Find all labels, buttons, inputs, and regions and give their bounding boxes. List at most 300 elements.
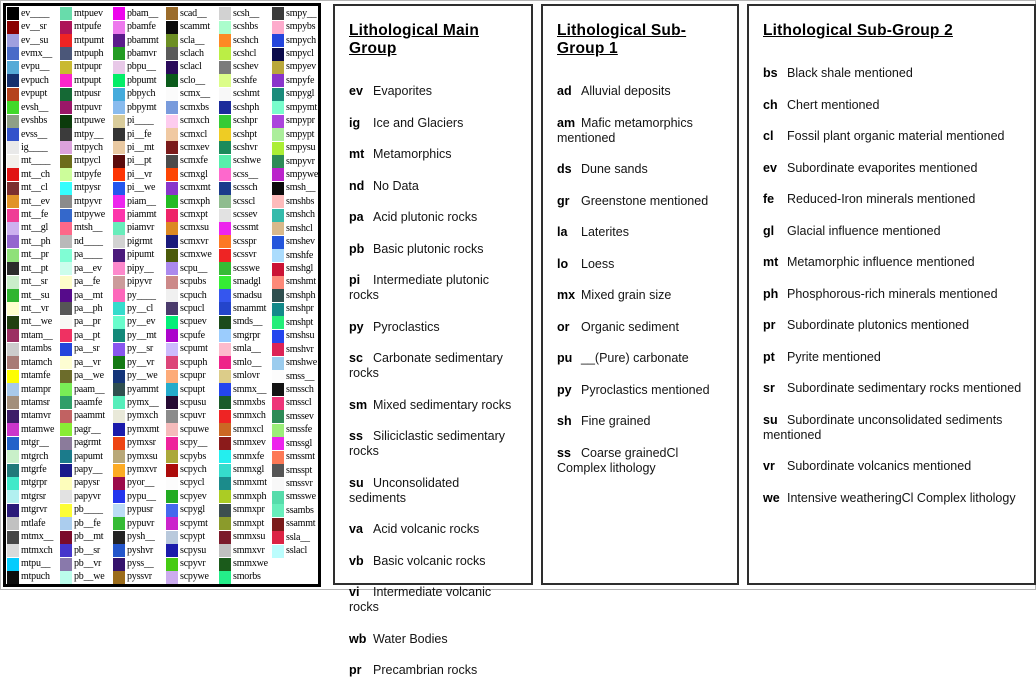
legend-entry bbox=[219, 302, 272, 315]
legend-code: smlo__ bbox=[233, 356, 262, 368]
legend-entry bbox=[272, 115, 325, 128]
legend-entry bbox=[272, 289, 325, 302]
color-swatch bbox=[272, 74, 284, 87]
legend-code: mt__sr bbox=[21, 276, 48, 288]
legend-item bbox=[557, 225, 725, 240]
legend-code: mtamwe bbox=[21, 423, 55, 435]
color-swatch bbox=[60, 477, 72, 490]
legend-code: smmxch bbox=[233, 410, 266, 422]
legend-entry bbox=[166, 369, 219, 382]
legend-code: scshmt bbox=[233, 88, 260, 100]
color-swatch bbox=[272, 155, 284, 168]
legend-code: mt__vr bbox=[21, 302, 49, 314]
legend-entry bbox=[113, 316, 166, 329]
legend-entry bbox=[219, 517, 272, 530]
legend-entry bbox=[113, 155, 166, 168]
color-swatch bbox=[219, 34, 231, 47]
color-swatch bbox=[113, 437, 125, 450]
legend-code: smssfe bbox=[286, 424, 313, 436]
item-code: ch bbox=[763, 97, 778, 112]
legend-entry bbox=[113, 101, 166, 114]
color-swatch bbox=[272, 195, 284, 208]
legend-entry bbox=[113, 463, 166, 476]
legend-code: scpupt bbox=[180, 383, 205, 395]
item-label: Fine grained bbox=[581, 414, 651, 428]
legend-entry bbox=[60, 195, 113, 208]
legend-code: mtpuev bbox=[74, 7, 103, 19]
legend-item bbox=[349, 554, 519, 569]
item-label: Pyrite mentioned bbox=[787, 349, 881, 364]
item-label: Pyroclastics bbox=[373, 319, 440, 334]
legend-entry bbox=[113, 517, 166, 530]
legend-code: pymxvr bbox=[127, 464, 157, 476]
legend-code: scpyvr bbox=[180, 558, 206, 569]
legend-code: pa__fe bbox=[74, 276, 101, 288]
color-swatch bbox=[166, 115, 178, 128]
legend-entry bbox=[219, 141, 272, 154]
legend-entry bbox=[113, 114, 166, 127]
legend-code: mtpy__ bbox=[74, 128, 104, 140]
item-code: vr bbox=[763, 459, 775, 473]
legend-code: smshpt bbox=[286, 316, 314, 328]
item-code: pr bbox=[349, 663, 362, 677]
color-swatch bbox=[272, 316, 284, 329]
item-code: fe bbox=[763, 192, 775, 206]
color-swatch bbox=[272, 21, 284, 34]
color-swatch bbox=[113, 423, 125, 436]
legend-entry bbox=[7, 249, 60, 262]
legend-entry bbox=[60, 356, 113, 369]
item-label: Greenstone mentioned bbox=[581, 193, 709, 208]
legend-entry bbox=[166, 235, 219, 248]
legend-code: pa__ph bbox=[74, 302, 103, 314]
legend-code: pbpych bbox=[127, 88, 156, 100]
legend-entry bbox=[7, 463, 60, 476]
item-label: Water Bodies bbox=[373, 631, 448, 646]
item-label: Acid volcanic rocks bbox=[373, 522, 480, 536]
legend-code: scshfe bbox=[233, 74, 257, 86]
legend-code: pymxmt bbox=[127, 423, 160, 435]
legend-item bbox=[557, 320, 725, 335]
legend-code: scmxvr bbox=[180, 235, 209, 247]
legend-code: sclacl bbox=[180, 61, 202, 73]
legend-code: scpuev bbox=[180, 316, 207, 328]
legend-code: smpypr bbox=[286, 115, 315, 127]
legend-entry bbox=[60, 155, 113, 168]
color-swatch bbox=[7, 74, 19, 87]
legend-entry bbox=[7, 222, 60, 235]
color-swatch bbox=[60, 249, 72, 262]
legend-entry bbox=[60, 437, 113, 450]
legend-entry bbox=[60, 275, 113, 288]
color-swatch bbox=[219, 517, 231, 530]
legend-entry bbox=[60, 61, 113, 74]
legend-code: smshfe bbox=[286, 249, 314, 261]
color-swatch bbox=[60, 235, 72, 248]
item-code: wb bbox=[349, 631, 367, 646]
legend-item bbox=[349, 522, 519, 537]
item-code: py bbox=[349, 319, 364, 334]
legend-item bbox=[763, 413, 1022, 443]
color-swatch bbox=[60, 316, 72, 329]
legend-code: pa__pr bbox=[74, 316, 101, 328]
color-swatch bbox=[113, 410, 125, 423]
legend-entry bbox=[219, 504, 272, 517]
legend-entry bbox=[166, 383, 219, 396]
legend-code: scpywe bbox=[180, 571, 209, 583]
legend-entry bbox=[166, 423, 219, 436]
legend-entry bbox=[219, 195, 272, 208]
item-label: Unconsolidated sediments bbox=[349, 475, 460, 505]
legend-code: scmxbs bbox=[180, 101, 209, 113]
legend-entry bbox=[219, 34, 272, 47]
legend-code: smss__ bbox=[286, 370, 315, 382]
legend-code: mtpusr bbox=[74, 88, 101, 100]
legend-code: piamvr bbox=[127, 222, 155, 234]
legend-entry bbox=[272, 383, 325, 396]
legend-entry bbox=[113, 490, 166, 503]
legend-item bbox=[557, 446, 725, 476]
legend-entry bbox=[166, 437, 219, 450]
legend-code: smsscl bbox=[286, 397, 312, 409]
color-swatch bbox=[272, 357, 284, 370]
item-code: pb bbox=[349, 241, 365, 256]
color-swatch bbox=[166, 155, 178, 168]
color-swatch bbox=[219, 437, 231, 450]
color-swatch bbox=[219, 383, 231, 396]
legend-entry bbox=[60, 262, 113, 275]
legend-code: smmxgl bbox=[233, 464, 265, 476]
legend-code: py__ev bbox=[127, 316, 156, 328]
legend-code: mt__su bbox=[21, 289, 50, 301]
legend-code: scpypt bbox=[180, 531, 205, 543]
color-swatch bbox=[60, 450, 72, 463]
legend-code: scammt bbox=[180, 21, 210, 33]
color-swatch bbox=[166, 289, 178, 302]
legend-code: smpyfe bbox=[286, 74, 315, 86]
legend-code: scshwe bbox=[233, 155, 261, 167]
legend-entry bbox=[7, 208, 60, 221]
legend-code: smadsu bbox=[233, 289, 262, 301]
legend-code: smmxbs bbox=[233, 396, 266, 408]
legend-code: scla__ bbox=[180, 34, 205, 46]
color-swatch bbox=[7, 423, 19, 436]
color-swatch bbox=[272, 478, 284, 491]
color-swatch bbox=[7, 477, 19, 490]
main-group-panel bbox=[333, 4, 533, 677]
color-swatch bbox=[272, 115, 284, 128]
legend-entry bbox=[166, 34, 219, 47]
legend-item bbox=[557, 351, 725, 366]
legend-entry bbox=[166, 88, 219, 101]
color-swatch bbox=[113, 7, 125, 20]
color-swatch bbox=[60, 343, 72, 356]
legend-entry bbox=[219, 222, 272, 235]
legend-entry bbox=[113, 47, 166, 60]
legend-entry bbox=[113, 356, 166, 369]
color-swatch bbox=[113, 168, 125, 181]
legend-code: py__sr bbox=[127, 343, 154, 355]
color-swatch bbox=[272, 7, 284, 20]
legend-code: pi__pt bbox=[127, 155, 152, 167]
color-swatch bbox=[7, 249, 19, 262]
legend-item bbox=[557, 194, 725, 209]
legend-entry bbox=[7, 74, 60, 87]
legend-code: py__cl bbox=[127, 302, 154, 314]
color-swatch bbox=[113, 195, 125, 208]
legend-code: smgrpr bbox=[233, 329, 261, 341]
legend-code: scpupr bbox=[180, 370, 206, 382]
color-swatch bbox=[113, 182, 125, 195]
legend-code: mtmxch bbox=[21, 544, 53, 556]
item-label: Subordinate plutonics mentioned bbox=[787, 318, 970, 332]
legend-entry bbox=[60, 181, 113, 194]
legend-code: pb____ bbox=[74, 504, 103, 516]
item-label: Precambrian rocks bbox=[373, 663, 478, 677]
legend-entry bbox=[113, 369, 166, 382]
legend-entry bbox=[272, 235, 325, 248]
legend-entry bbox=[7, 7, 60, 20]
legend-entry bbox=[272, 518, 325, 531]
legend-code: mt__ch bbox=[21, 168, 50, 180]
color-swatch bbox=[7, 61, 19, 74]
legend-entry bbox=[219, 571, 272, 584]
legend-entry bbox=[219, 208, 272, 221]
legend-code: smpybs bbox=[286, 21, 316, 33]
item-label: Subordinate unconsolidated sediments mentioned bbox=[763, 412, 1003, 442]
legend-code: papysr bbox=[74, 477, 100, 489]
item-label: Organic sediment bbox=[581, 319, 679, 334]
legend-entry bbox=[272, 491, 325, 504]
item-code: ph bbox=[763, 286, 779, 301]
legend-code: smlovr bbox=[233, 370, 260, 382]
legend-entry bbox=[7, 302, 60, 315]
color-swatch bbox=[219, 558, 231, 571]
legend-code: paamfe bbox=[74, 396, 103, 408]
color-swatch bbox=[60, 370, 72, 383]
color-swatch bbox=[7, 195, 19, 208]
legend-entry bbox=[113, 289, 166, 302]
legend-entry bbox=[219, 101, 272, 114]
legend-code: py__mt bbox=[127, 329, 157, 341]
color-swatch bbox=[113, 47, 125, 60]
legend-entry bbox=[219, 343, 272, 356]
legend-code: pbamvr bbox=[127, 47, 157, 59]
legend-code: smshcl bbox=[286, 222, 313, 234]
legend-entry bbox=[113, 20, 166, 33]
legend-code: pipyvr bbox=[127, 276, 152, 288]
color-swatch bbox=[7, 262, 19, 275]
legend-entry bbox=[272, 141, 325, 154]
item-code: nd bbox=[349, 178, 365, 193]
legend-entry bbox=[113, 141, 166, 154]
color-swatch bbox=[219, 101, 231, 114]
legend-code: mtpupt bbox=[74, 74, 102, 86]
color-swatch bbox=[219, 289, 231, 302]
color-swatch bbox=[272, 491, 284, 504]
legend-code: scmxwe bbox=[180, 249, 212, 261]
color-swatch bbox=[60, 74, 72, 87]
item-label: Metamorphic influence mentioned bbox=[787, 255, 975, 269]
legend-entry bbox=[219, 249, 272, 262]
legend-code: ssla__ bbox=[286, 531, 310, 543]
color-swatch bbox=[113, 222, 125, 235]
legend-entry bbox=[7, 155, 60, 168]
legend-code: scpucl bbox=[180, 302, 205, 314]
legend-item bbox=[349, 147, 519, 162]
color-swatch bbox=[7, 182, 19, 195]
legend-entry bbox=[166, 396, 219, 409]
color-swatch bbox=[219, 209, 231, 222]
item-label: Phosphorous-rich minerals mentioned bbox=[787, 286, 998, 301]
legend-entry bbox=[60, 47, 113, 60]
color-swatch bbox=[60, 128, 72, 141]
legend-code: scmxsu bbox=[180, 222, 209, 234]
legend-entry bbox=[113, 396, 166, 409]
color-swatch bbox=[166, 209, 178, 222]
item-code: ev bbox=[763, 160, 777, 175]
legend-code: scmxfe bbox=[180, 155, 208, 167]
color-swatch bbox=[166, 477, 178, 490]
legend-entry bbox=[272, 209, 325, 222]
color-swatch bbox=[272, 410, 284, 423]
legend-code: mt__cl bbox=[21, 182, 48, 194]
legend-entry bbox=[219, 262, 272, 275]
item-label: Carbonate sedimentary rocks bbox=[349, 351, 503, 380]
legend-code: mtpuch bbox=[21, 571, 50, 583]
legend-entry bbox=[272, 504, 325, 517]
color-swatch bbox=[60, 101, 72, 114]
item-label: Laterites bbox=[581, 225, 629, 239]
legend-entry bbox=[219, 437, 272, 450]
legend-code: pagr__ bbox=[74, 423, 101, 435]
legend-entry bbox=[272, 531, 325, 544]
legend-entry bbox=[219, 450, 272, 463]
legend-entry bbox=[272, 7, 325, 20]
legend-code: smsswe bbox=[286, 491, 316, 503]
item-code: pr bbox=[763, 318, 776, 332]
legend-code: sclo__ bbox=[180, 74, 205, 86]
legend-entry bbox=[60, 396, 113, 409]
color-swatch bbox=[219, 504, 231, 517]
legend-item bbox=[349, 398, 519, 413]
color-swatch bbox=[113, 235, 125, 248]
legend-code: pa____ bbox=[74, 249, 103, 261]
legend-entry bbox=[272, 34, 325, 47]
color-swatch bbox=[166, 450, 178, 463]
color-swatch bbox=[113, 544, 125, 557]
legend-entry bbox=[272, 424, 325, 437]
legend-entry bbox=[113, 383, 166, 396]
legend-entry bbox=[113, 128, 166, 141]
color-swatch bbox=[60, 7, 72, 20]
legend-entry bbox=[219, 235, 272, 248]
color-swatch bbox=[113, 302, 125, 315]
legend-code: mtpyfe bbox=[74, 168, 102, 180]
color-swatch bbox=[7, 302, 19, 315]
color-swatch bbox=[272, 343, 284, 356]
legend-code: smssmt bbox=[286, 451, 315, 463]
item-code: ds bbox=[557, 162, 572, 176]
legend-entry bbox=[113, 410, 166, 423]
legend-code: scpuch bbox=[180, 289, 207, 301]
item-code: va bbox=[349, 522, 363, 536]
main-group-list bbox=[349, 84, 519, 678]
legend-entry bbox=[7, 101, 60, 114]
legend-entry bbox=[60, 235, 113, 248]
legend-item bbox=[763, 66, 1022, 81]
legend-code: sslacl bbox=[286, 545, 308, 557]
color-swatch bbox=[166, 531, 178, 544]
color-swatch bbox=[166, 396, 178, 409]
legend-entry bbox=[166, 490, 219, 503]
color-swatch bbox=[60, 209, 72, 222]
legend-entry bbox=[166, 128, 219, 141]
color-swatch bbox=[113, 115, 125, 128]
color-swatch bbox=[60, 195, 72, 208]
legend-item bbox=[557, 383, 725, 398]
item-code: mx bbox=[557, 288, 576, 302]
color-swatch bbox=[7, 7, 19, 20]
item-code: we bbox=[763, 490, 780, 505]
legend-code: mtgrch bbox=[21, 450, 49, 462]
legend-item bbox=[557, 162, 725, 177]
color-swatch bbox=[166, 356, 178, 369]
legend-item bbox=[763, 161, 1022, 176]
legend-code: smshgl bbox=[286, 263, 314, 275]
legend-code: smmxwe bbox=[233, 558, 268, 569]
legend-item bbox=[763, 255, 1022, 270]
legend-item bbox=[349, 476, 519, 506]
color-swatch bbox=[7, 531, 19, 544]
legend-entry bbox=[166, 141, 219, 154]
legend-entry bbox=[113, 168, 166, 181]
color-swatch bbox=[60, 276, 72, 289]
color-swatch bbox=[60, 396, 72, 409]
legend-code: scssev bbox=[233, 209, 258, 221]
item-code: pi bbox=[349, 273, 361, 287]
legend-entry bbox=[113, 329, 166, 342]
item-label: Metamorphics bbox=[373, 147, 452, 161]
item-code: ad bbox=[557, 84, 572, 98]
legend-entry bbox=[7, 477, 60, 490]
color-swatch bbox=[272, 424, 284, 437]
legend-entry bbox=[60, 477, 113, 490]
legend-entry bbox=[166, 356, 219, 369]
color-swatch bbox=[7, 209, 19, 222]
legend-code: scshbs bbox=[233, 21, 258, 33]
color-swatch bbox=[272, 168, 284, 181]
color-swatch bbox=[113, 558, 125, 571]
legend-column-3 bbox=[113, 7, 166, 584]
color-swatch bbox=[7, 356, 19, 369]
legend-entry bbox=[219, 181, 272, 194]
color-swatch bbox=[219, 423, 231, 436]
color-swatch bbox=[166, 490, 178, 503]
legend-entry bbox=[60, 128, 113, 141]
legend-code: pb__vr bbox=[74, 558, 102, 569]
legend-code: evpu__ bbox=[21, 61, 50, 73]
color-swatch bbox=[60, 329, 72, 342]
legend-code: ev__sr bbox=[21, 21, 47, 33]
legend-entry bbox=[7, 571, 60, 584]
legend-entry bbox=[113, 275, 166, 288]
legend-code: pa__ev bbox=[74, 262, 102, 274]
color-swatch bbox=[113, 477, 125, 490]
legend-entry bbox=[113, 195, 166, 208]
sub-group1-list bbox=[557, 84, 725, 476]
item-code: bs bbox=[763, 66, 778, 80]
